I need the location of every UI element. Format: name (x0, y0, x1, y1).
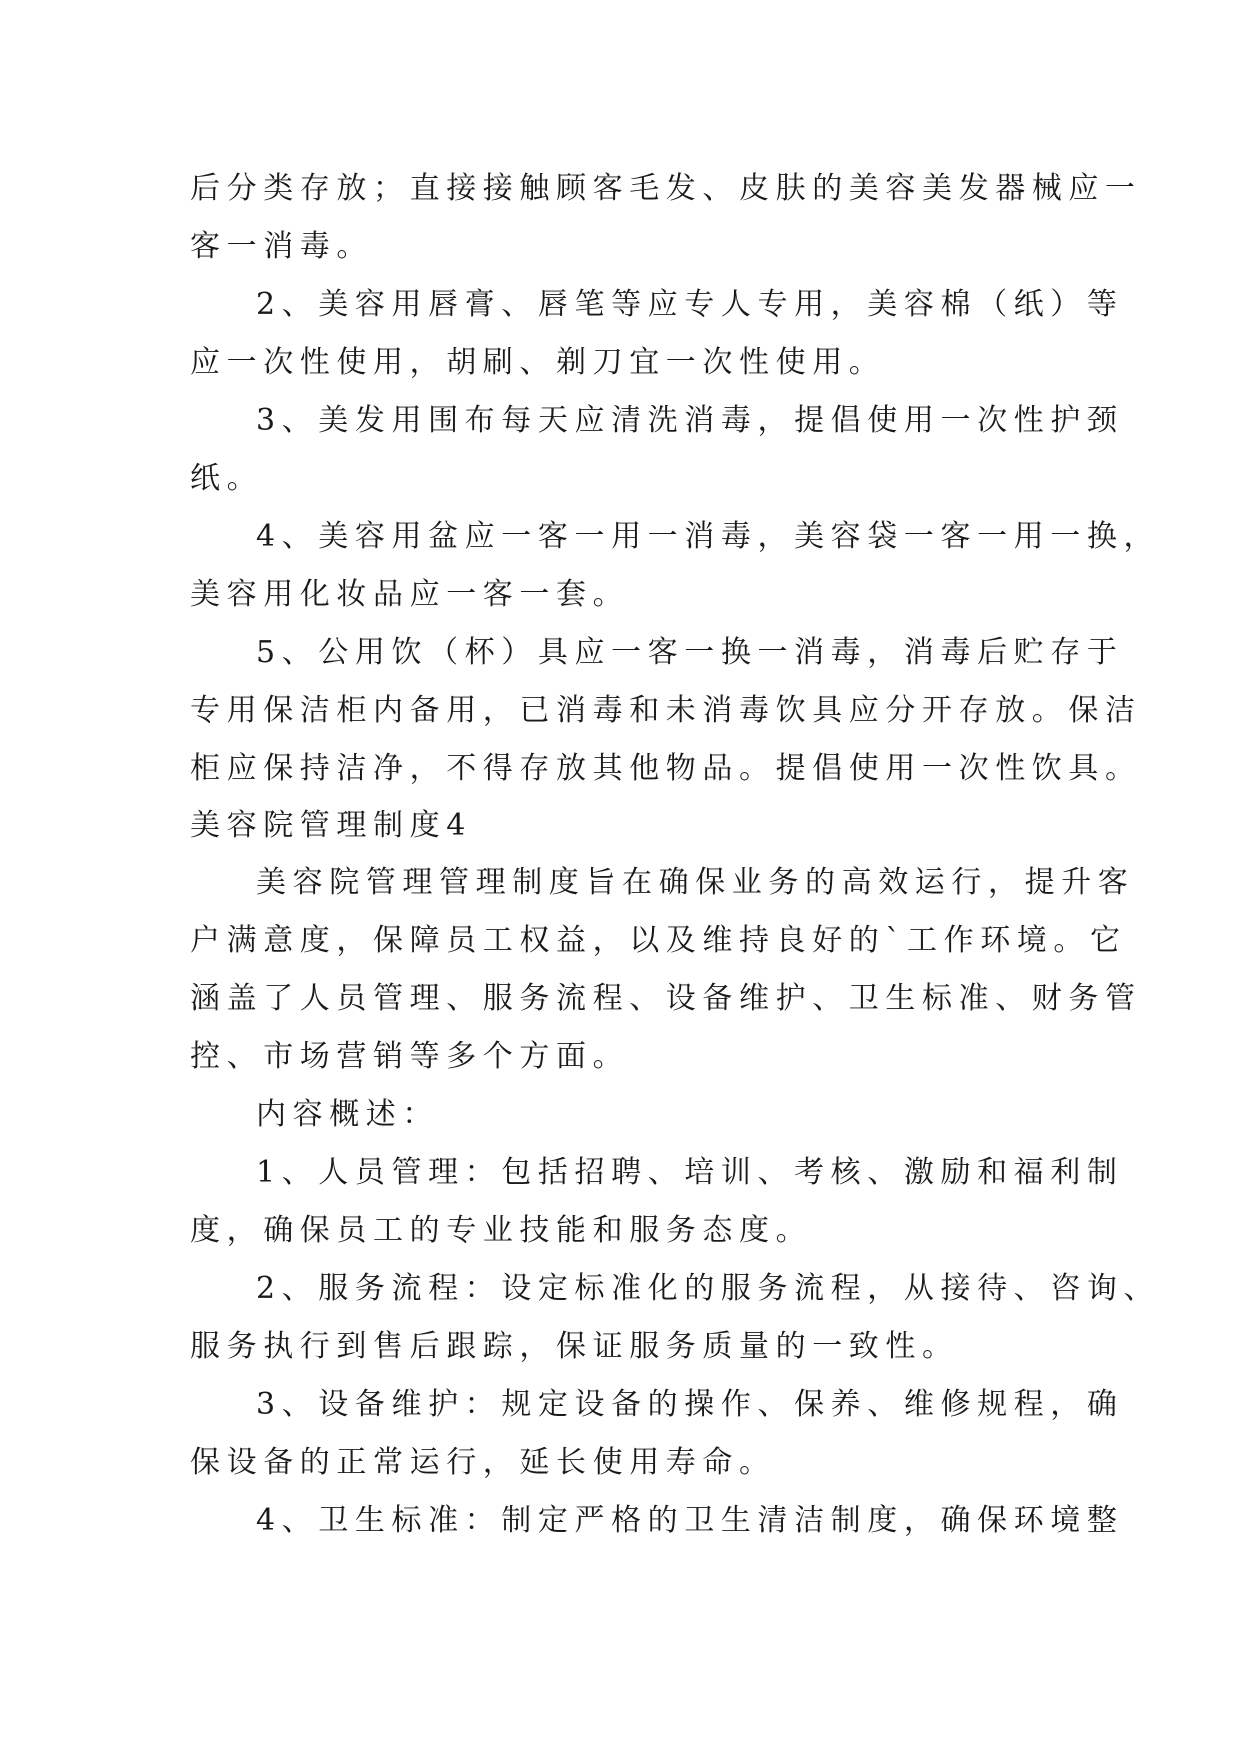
text-line: 2、服务流程：设定标准化的服务流程，从接待、咨询、 (256, 1271, 1161, 1306)
text-line: 客一消毒。 (190, 229, 373, 264)
text-line: 后分类存放；直接接触顾客毛发、皮肤的美容美发器械应一 (190, 171, 1142, 206)
text-line: 4、美容用盆应一客一用一消毒，美容袋一客一用一换， (256, 519, 1161, 554)
text-line: 控、市场营销等多个方面。 (190, 1039, 630, 1074)
text-line: 3、美发用围布每天应清洗消毒，提倡使用一次性护颈 (256, 403, 1124, 438)
text-line: 内容概述： (256, 1097, 439, 1132)
text-line: 美容院管理管理制度旨在确保业务的高效运行，提升客 (256, 865, 1135, 900)
text-line: 3、设备维护：规定设备的操作、保养、维修规程，确 (256, 1387, 1124, 1422)
text-line: 美容用化妆品应一客一套。 (190, 577, 630, 612)
text-line: 户满意度，保障员工权益，以及维持良好的`工作环境。它 (190, 923, 1127, 958)
text-line: 5、公用饮（杯）具应一客一换一消毒，消毒后贮存于 (256, 635, 1124, 670)
text-line: 纸。 (190, 461, 264, 496)
text-line: 4、卫生标准：制定严格的卫生清洁制度，确保环境整 (256, 1503, 1124, 1538)
text-line: 应一次性使用，胡刷、剃刀宜一次性使用。 (190, 345, 886, 380)
text-line: 涵盖了人员管理、服务流程、设备维护、卫生标准、财务管 (190, 981, 1142, 1016)
text-line: 度，确保员工的专业技能和服务态度。 (190, 1213, 813, 1248)
section-heading: 美容院管理制度4 (190, 808, 472, 843)
text-line: 专用保洁柜内备用，已消毒和未消毒饮具应分开存放。保洁 (190, 693, 1142, 728)
document-body (190, 160, 1161, 1550)
text-line: 柜应保持洁净，不得存放其他物品。提倡使用一次性饮具。 (190, 751, 1142, 786)
text-line: 2、美容用唇膏、唇笔等应专人专用，美容棉（纸）等 (256, 287, 1124, 322)
text-line: 保设备的正常运行，延长使用寿命。 (190, 1445, 776, 1480)
text-line: 服务执行到售后跟踪，保证服务质量的一致性。 (190, 1329, 959, 1364)
text-line: 1、人员管理：包括招聘、培训、考核、激励和福利制 (256, 1155, 1124, 1190)
